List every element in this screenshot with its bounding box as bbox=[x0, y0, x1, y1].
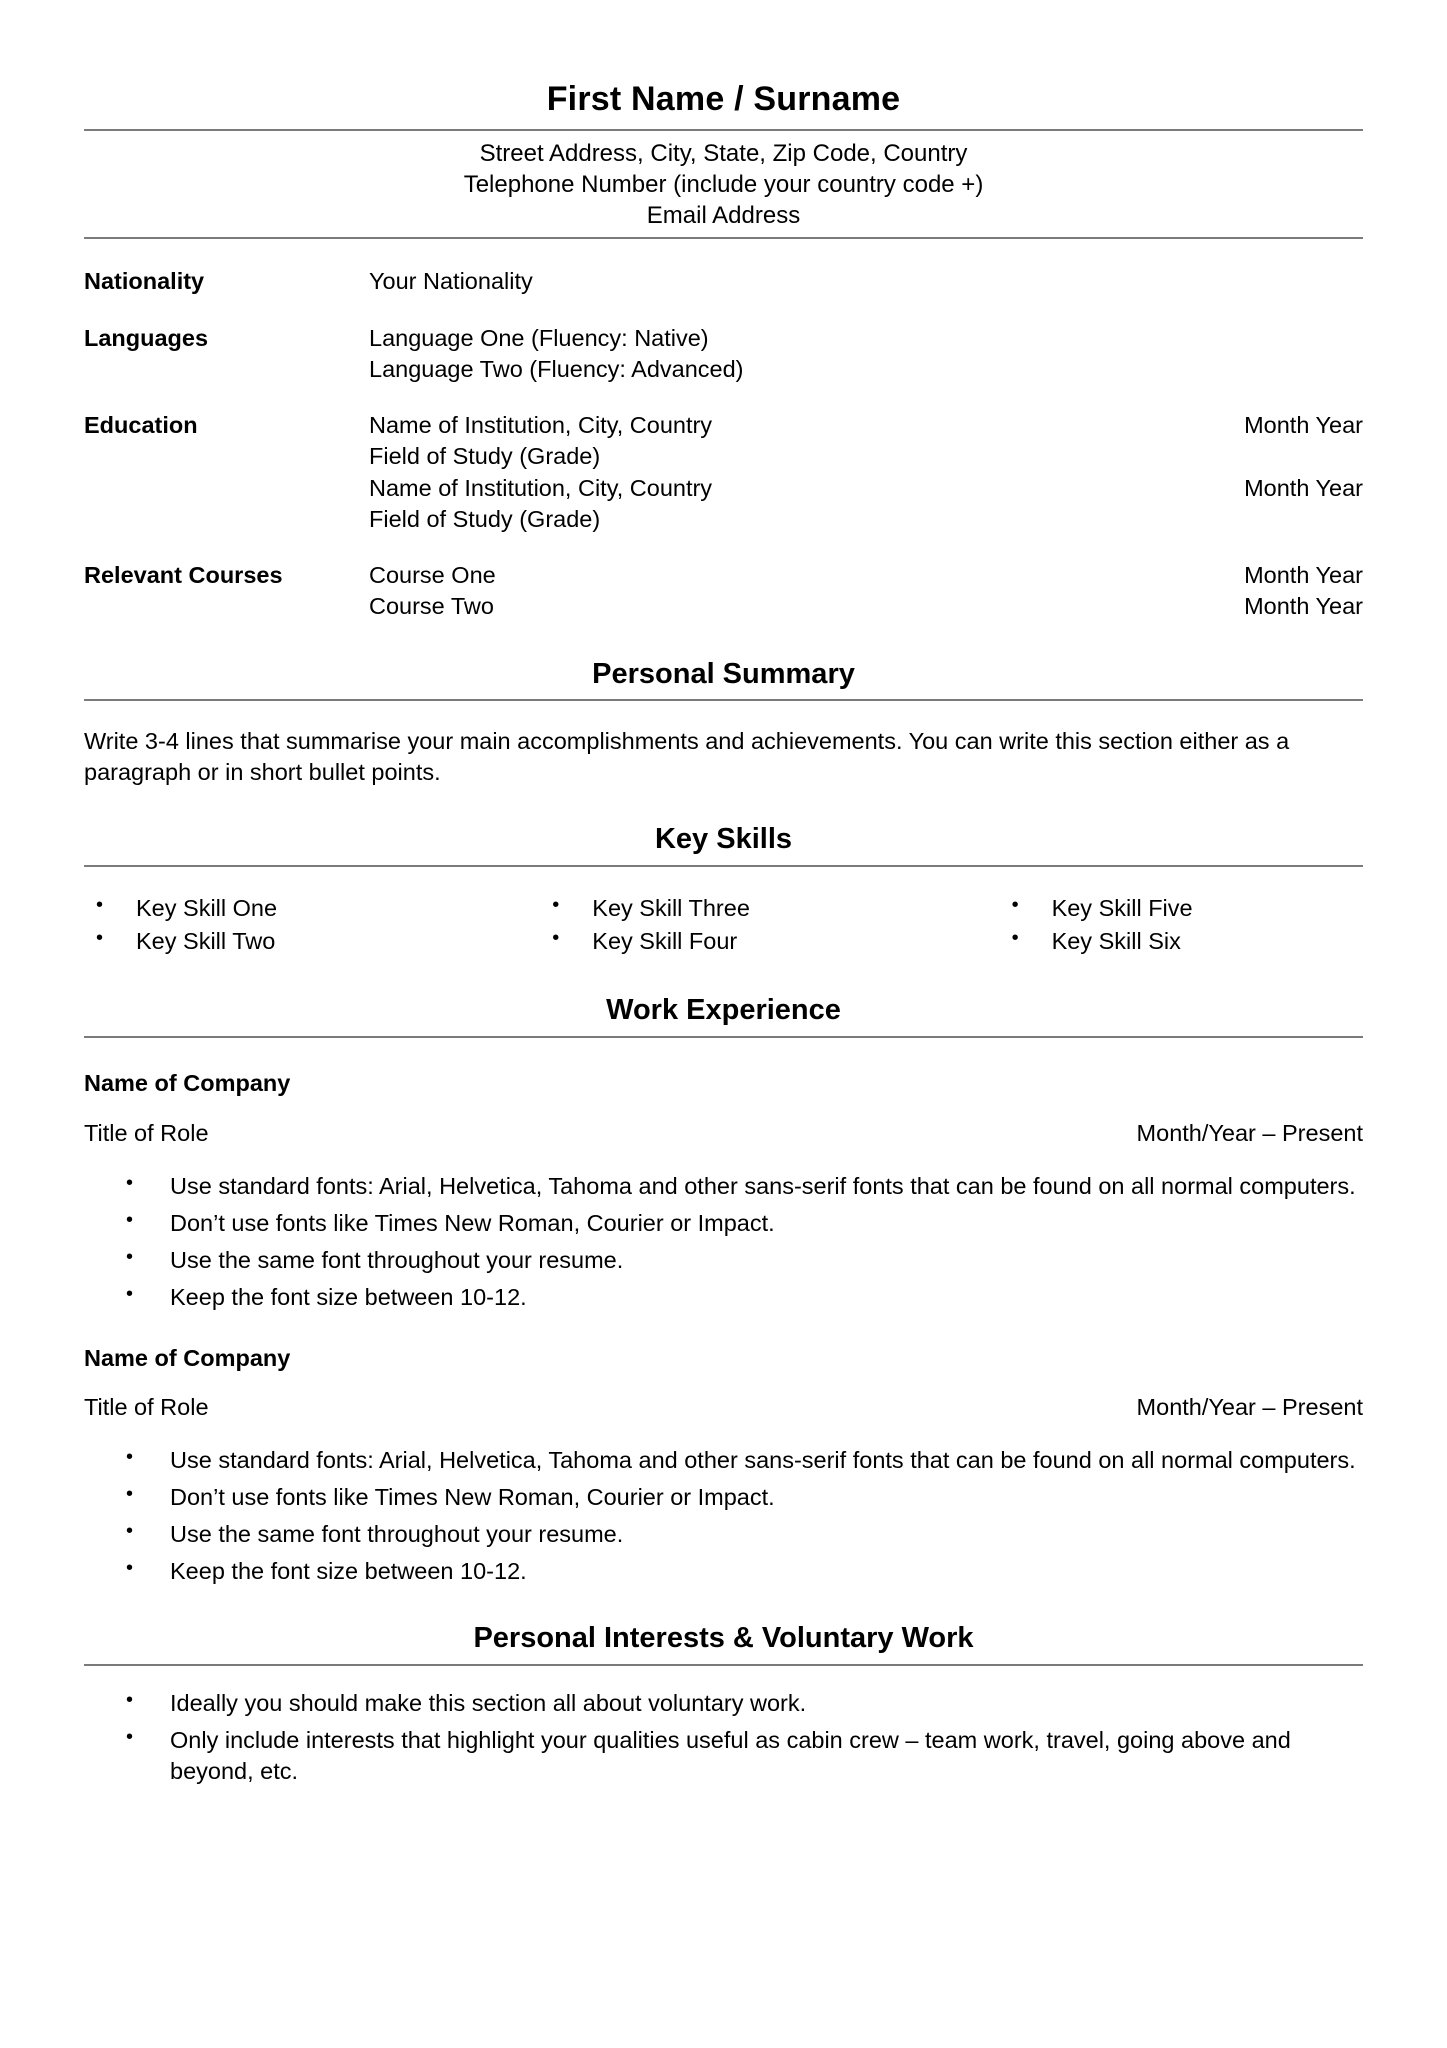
role-row-2 bbox=[84, 1392, 1363, 1423]
table-row bbox=[84, 441, 1363, 472]
key-skills-column-2 bbox=[510, 893, 936, 959]
list-item: • Only include interests that highlight your qualities useful as cabin crew – team work, travel, going above and beyond, etc. bbox=[84, 1725, 1363, 1787]
list-item: • Key Skill Four bbox=[540, 926, 936, 957]
course-name-2: Course Two bbox=[369, 593, 494, 620]
contact-block bbox=[84, 131, 1363, 236]
table-row bbox=[84, 266, 1363, 297]
key-skills-column-1 bbox=[84, 893, 510, 959]
contact-address: Street Address, City, State, Zip Code, Country bbox=[479, 139, 968, 167]
table-row bbox=[84, 560, 1363, 591]
role-title-1: Title of Role bbox=[84, 1119, 209, 1146]
role-title-2: Title of Role bbox=[84, 1394, 209, 1421]
section-heading-work-experience: Work Experience bbox=[606, 994, 841, 1027]
table-row bbox=[84, 504, 1363, 535]
work-experience-entry-2 bbox=[84, 1343, 1363, 1588]
languages-label: Languages bbox=[84, 324, 209, 351]
list-item: • Keep the font size between 10-12. bbox=[84, 1556, 1363, 1587]
company-name-2: Name of Company bbox=[84, 1344, 291, 1371]
list-item: • Key Skill Three bbox=[540, 893, 936, 924]
company-name-1: Name of Company bbox=[84, 1070, 291, 1097]
row-spacer bbox=[84, 385, 1363, 410]
education-field-2: Field of Study (Grade) bbox=[369, 505, 601, 532]
nationality-value: Your Nationality bbox=[369, 268, 533, 295]
education-institution-2: Name of Institution, City, Country bbox=[369, 474, 713, 501]
education-field-1: Field of Study (Grade) bbox=[369, 443, 601, 470]
table-row bbox=[84, 410, 1363, 441]
list-item: • Don’t use fonts like Times New Roman, Courier or Impact. bbox=[84, 1482, 1363, 1513]
table-row bbox=[84, 473, 1363, 504]
relevant-courses-label: Relevant Courses bbox=[84, 562, 283, 588]
key-skills-list-1 bbox=[84, 893, 510, 957]
course-name-1: Course One bbox=[369, 562, 496, 588]
contact-email: Email Address bbox=[646, 202, 801, 230]
resume-content bbox=[84, 0, 1363, 1793]
key-skills-list-2 bbox=[540, 893, 936, 957]
role-date-2: Month/Year – Present bbox=[1136, 1394, 1363, 1421]
row-spacer bbox=[84, 298, 1363, 323]
language-two: Language Two (Fluency: Advanced) bbox=[369, 355, 744, 382]
education-date-1: Month Year bbox=[1244, 412, 1363, 438]
course-date-2: Month Year bbox=[1244, 593, 1363, 620]
section-heading-key-skills: Key Skills bbox=[654, 823, 793, 856]
section-heading-personal-interests: Personal Interests & Voluntary Work bbox=[473, 1622, 974, 1655]
list-item: • Key Skill Five bbox=[1000, 893, 1363, 924]
education-label: Education bbox=[84, 412, 198, 438]
role-bullets-1 bbox=[84, 1171, 1363, 1313]
section-heading-personal-summary: Personal Summary bbox=[592, 657, 855, 690]
list-item: • Key Skill One bbox=[84, 893, 510, 924]
language-one: Language One (Fluency: Native) bbox=[369, 324, 709, 351]
nationality-label: Nationality bbox=[84, 268, 205, 295]
list-item: • Key Skill Two bbox=[84, 926, 510, 957]
header-divider-bottom bbox=[84, 237, 1363, 239]
list-item: • Don’t use fonts like Times New Roman, Courier or Impact. bbox=[84, 1208, 1363, 1239]
section-divider-work-experience bbox=[84, 1036, 1363, 1038]
personal-summary-text: Write 3-4 lines that summarise your main accomplishments and achievements. You can write this section either as a paragraph or in short bullet points. bbox=[84, 728, 1290, 786]
personal-interests-list bbox=[84, 1688, 1363, 1787]
section-divider-key-skills bbox=[84, 865, 1363, 867]
section-divider-personal-interests bbox=[84, 1664, 1363, 1666]
key-skills-list-3 bbox=[1000, 893, 1363, 957]
section-divider-personal-summary bbox=[84, 699, 1363, 701]
list-item: • Keep the font size between 10-12. bbox=[84, 1282, 1363, 1313]
role-bullets-2 bbox=[84, 1445, 1363, 1587]
table-row bbox=[84, 323, 1363, 354]
list-item: • Key Skill Six bbox=[1000, 926, 1363, 957]
table-row bbox=[84, 591, 1363, 622]
list-item: • Use the same font throughout your resume. bbox=[84, 1245, 1363, 1276]
list-item: • Use the same font throughout your resume. bbox=[84, 1519, 1363, 1550]
page-title: First Name / Surname bbox=[546, 80, 901, 118]
education-date-2: Month Year bbox=[1244, 474, 1363, 501]
table-row bbox=[84, 354, 1363, 385]
list-item: • Ideally you should make this section all about voluntary work. bbox=[84, 1688, 1363, 1719]
course-date-1: Month Year bbox=[1244, 562, 1363, 588]
role-row-1 bbox=[84, 1118, 1363, 1149]
contact-telephone: Telephone Number (include your country code +) bbox=[463, 170, 984, 198]
personal-info-table bbox=[84, 266, 1363, 622]
list-item: • Use standard fonts: Arial, Helvetica, Tahoma and other sans-serif fonts that can be found on all normal computers. bbox=[84, 1171, 1363, 1202]
education-institution-1: Name of Institution, City, Country bbox=[369, 412, 713, 438]
work-experience-entry-1 bbox=[84, 1068, 1363, 1313]
role-date-1: Month/Year – Present bbox=[1136, 1119, 1363, 1146]
key-skills-columns bbox=[84, 893, 1363, 959]
list-item: • Use standard fonts: Arial, Helvetica, Tahoma and other sans-serif fonts that can be found on all normal computers. bbox=[84, 1445, 1363, 1476]
row-spacer bbox=[84, 535, 1363, 560]
key-skills-column-3 bbox=[937, 893, 1363, 959]
nationality-date bbox=[1173, 266, 1363, 297]
